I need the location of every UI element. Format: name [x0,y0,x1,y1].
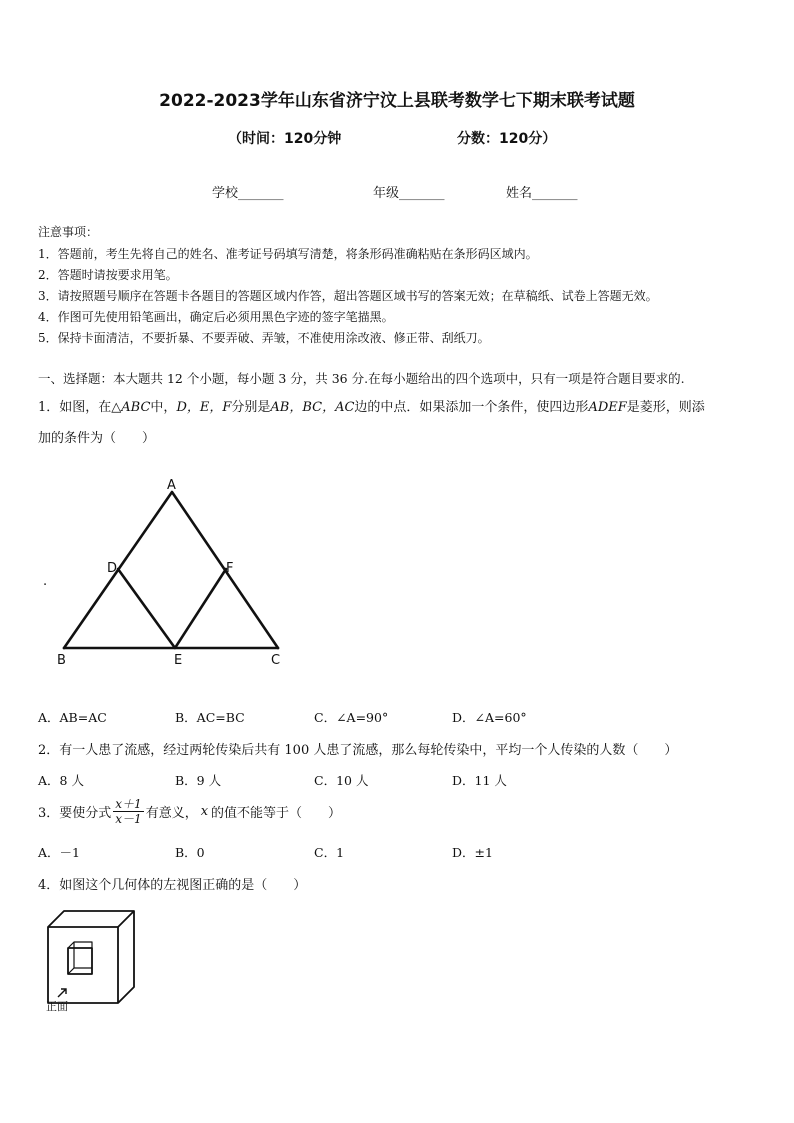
triangle-sides-ab-ac [64,492,278,648]
label-C: C [271,653,281,668]
name-field: 姓名_______ [506,186,578,201]
notice-item: 3．请按照题号顺序在答题卡各题目的答题区域内作答，超出答题区域书写的答案无效；在草稿纸、试卷上答题无效。 [38,289,658,303]
q1-option-b[interactable]: B．AC=BC [175,710,245,725]
stray-dot: . [43,574,48,589]
q3-option-b[interactable]: B．0 [175,845,205,860]
question-4-text: 4．如图这个几何体的左视图正确的是（ ） [38,878,307,893]
notice-item: 4．作图可先使用铅笔画出，确定后必须用黑色字迹的签字笔描黑。 [38,310,394,324]
label-B: B [57,653,66,668]
exam-time: （时间：120分钟 [228,131,342,147]
notice-item: 5．保持卡面清洁，不要折暴、不要弄破、弄皱，不准使用涂改液、修正带、刮纸刀。 [38,331,490,345]
q1-option-c[interactable]: C．∠A=90° [314,710,389,725]
front-label: 正面 [46,1000,68,1013]
grade-field: 年级_______ [373,186,445,201]
school-field: 学校_______ [212,186,284,201]
question-1-text: 1．如图，在△ABC中，D，E，F分别是AB，BC，AC边的中点．如果添加一个条件，使四边形ADEF是菱形，则添 [38,400,705,415]
cube-figure [40,905,145,1015]
cube-front-face [48,927,118,1003]
q2-option-d[interactable]: D．11 人 [452,773,507,788]
q3-option-c[interactable]: C．1 [314,845,345,860]
exam-score: 分数：120分） [457,131,557,147]
label-A: A [167,478,176,493]
notice-item: 1．答题前，考生先将自己的姓名、准考证号码填写清楚，将条形码准确粘贴在条形码区域内。 [38,247,538,261]
label-F: F [226,561,234,576]
question-2-text: 2．有一人患了流感，经过两轮传染后共有 100 人患了流感，那么每轮传染中，平均一个人传染的人数（ ） [38,743,678,758]
question-3-text: 3．要使分式 $\frac{x+1}{x-1}$ 有意义， x 的值不能等于（ ） [38,797,342,826]
arrow-icon [58,989,66,997]
section-heading: 一、选择题：本大题共 12 个小题，每小题 3 分，共 36 分.在每小题给出的四个选项中，只有一项是符合题目要求的. [38,371,685,386]
label-E: E [174,653,183,668]
q2-option-c[interactable]: C．10 人 [314,773,369,788]
label-D: D [107,561,118,576]
page-title: 2022-2023学年山东省济宁汶上县联考数学七下期末联考试题 [159,91,635,111]
question-1-text-cont: 加的条件为（ ） [38,431,156,446]
q3-option-a[interactable]: A．－1 [38,845,80,860]
q3-option-d[interactable]: D．±1 [452,845,493,860]
notice-heading: 注意事项： [38,225,99,239]
q2-option-b[interactable]: B．9 人 [175,773,222,788]
triangle-figure [30,470,300,675]
notice-item: 2．答题时请按要求用笔。 [38,268,178,282]
q1-option-a[interactable]: A．AB=AC [38,710,107,725]
q2-option-a[interactable]: A．8 人 [38,773,84,788]
q1-option-d[interactable]: D．∠A=60° [452,710,527,725]
fraction: $\frac{x+1}{x-1}$ [115,797,142,826]
quad-de-ef [118,569,226,648]
